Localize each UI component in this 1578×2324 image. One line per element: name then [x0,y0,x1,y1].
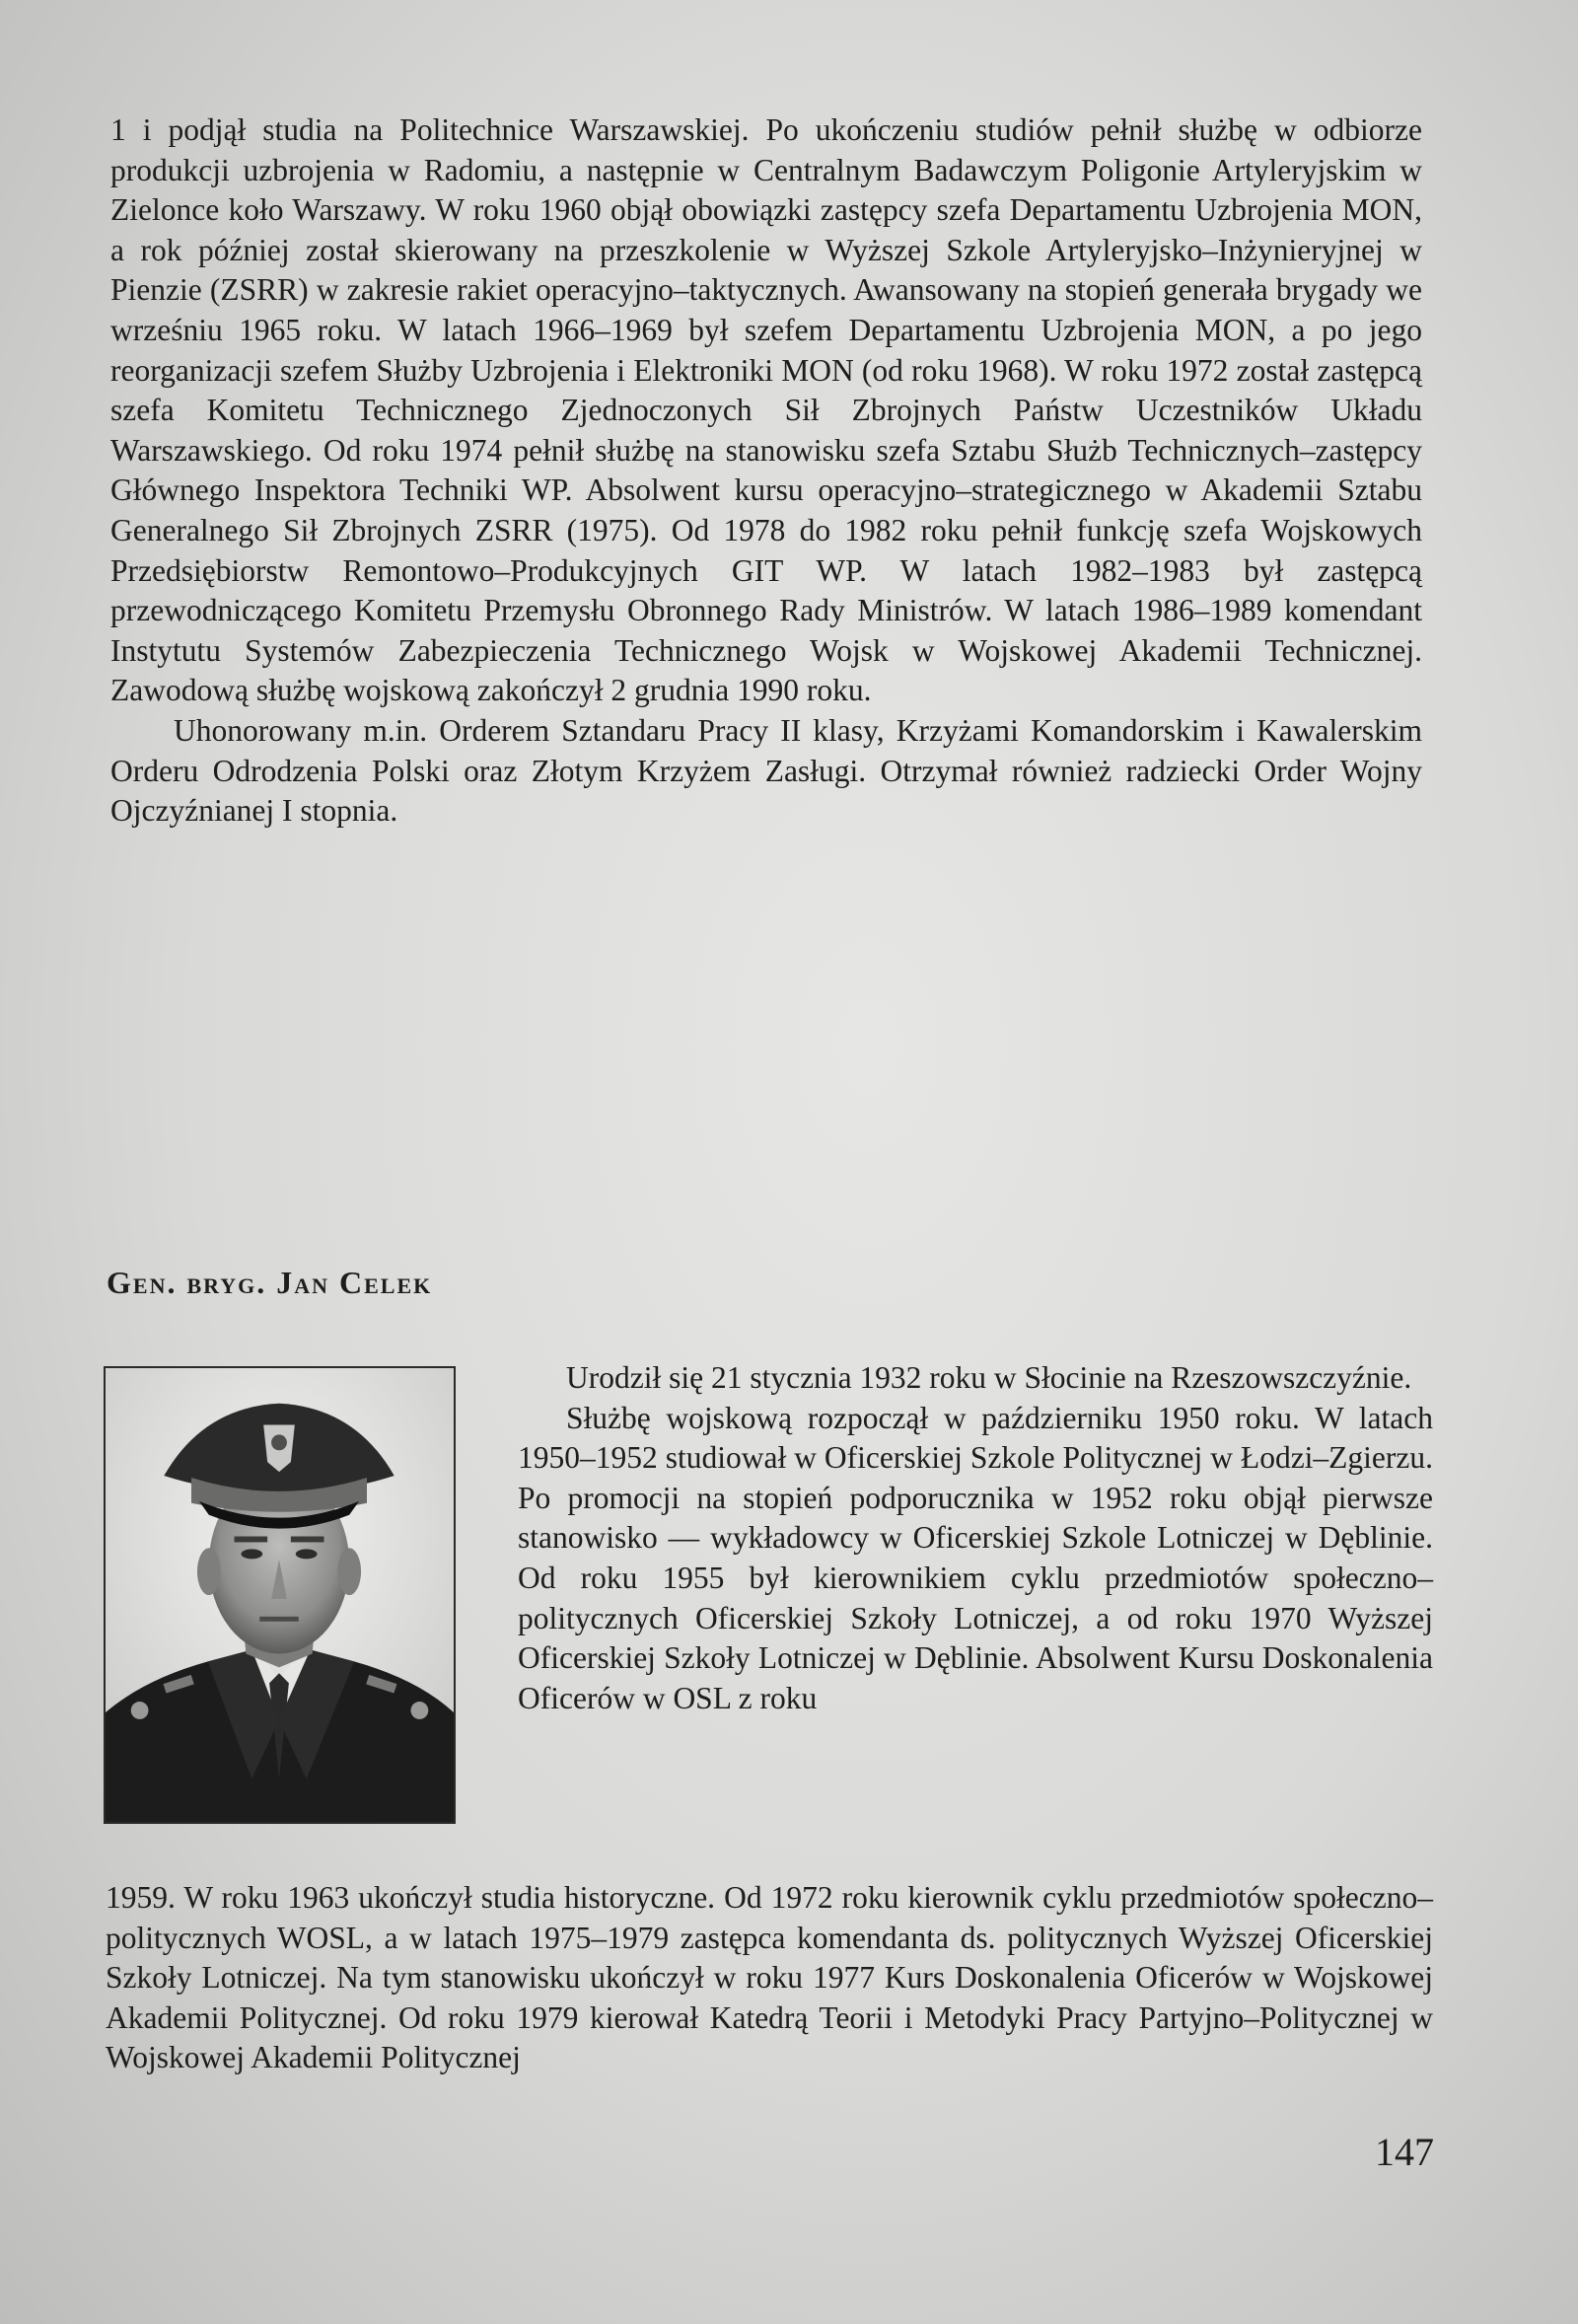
birth-paragraph: Urodził się 21 stycznia 1932 roku w Słocinie na Rzeszowszczyźnie. [566,1360,1412,1395]
service-paragraph-start: Służbę wojskową rozpoczął w październiku 1950 roku. W latach 1950–1952 studiował w Oficerskiej Szkole Politycznej w Łodzi–Zgierzu. Po promocji na stopień podporucznika w 1952 roku objął pierwsze stanowisko — wykładowcy w Oficerskiej Szkole Lotniczej w Dęblinie. Od roku 1955 był kierownikiem cyklu przedmiotów społeczno–politycznych Oficerskiej Szkoły Lotniczej, a od roku 1970 Wyższej Oficerskiej Szkoły Lotniczej w Dęblinie. Absolwent Kursu Doskonalenia Oficerów w OSL z roku [518,1400,1433,1715]
page-number: 147 [1375,2130,1434,2174]
intro-text [110,110,1422,832]
intro-paragraph-honours: Uhonorowany m.in. Orderem Sztandaru Pracy II klasy, Krzyżami Komandorskim i Kawalerskim Orderu Odrodzenia Polski oraz Złotym Krzyżem Zasługi. Otrzymał również radziecki Order Wojny Ojczyźnianej I stopnia. [110,712,1422,829]
section-heading: Gen. bryg. Jan Celek [107,1265,433,1300]
service-paragraph-continued: 1959. W roku 1963 ukończył studia historyczne. Od 1972 roku kierownik cyklu przedmiotów społeczno–politycznych WOSL, a w latach 1975–1979 zastępca komendanta ds. politycznych Wyższej Oficerskiej Szkoły Lotniczej. Na tym stanowisku ukończył w roku 1977 Kurs Doskonalenia Oficerów w Wojskowej Akademii Politycznej. Od roku 1979 kierował Katedrą Teorii i Metodyki Pracy Partyjno–Politycznej w Wojskowej Akademii Politycznej [106,1880,1433,2075]
biography-continued [106,1878,1433,2078]
biography-beside-photo [518,1358,1433,1718]
intro-paragraph-career: 1 i podjął studia na Politechnice Warszawskiej. Po ukończeniu studiów pełnił służbę w odbiorze produkcji uzbrojenia w Radomiu, a następnie w Centralnym Badawczym Poligonie Artyleryjskim w Zielonce koło Warszawy. W roku 1960 objął obowiązki zastępcy szefa Departamentu Uzbrojenia MON, a rok później został skierowany na przeszkolenie w Wyższej Szkole Artyleryjsko–Inżynieryjnej w Pienzie (ZSRR) w zakresie rakiet operacyjno–taktycznych. Awansowany na stopień generała brygady we wrześniu 1965 roku. W latach 1966–1969 był szefem Departamentu Uzbrojenia MON, a po jego reorganizacji szefem Służby Uzbrojenia i Elektroniki MON (od roku 1968). W roku 1972 został zastępcą szefa Komitetu Technicznego Zjednoczonych Sił Zbrojnych Państw Uczestników Układu Warszawskiego. Od roku 1974 pełnił służbę na stanowisku szefa Sztabu Służb Technicznych–zastępcy Głównego Inspektora Techniki WP. Absolwent kursu operacyjno–strategicznego w Akademii Sztabu Generalnego Sił Zbrojnych ZSRR (1975). Od 1978 do 1982 roku pełnił funkcję szefa Wojskowych Przedsiębiorstw Remontowo–Produkcyjnych GIT WP. W latach 1982–1983 był zastępcą przewodniczącego Komitetu Przemysłu Obronnego Rady Ministrów. W latach 1986–1989 komendant Instytutu Systemów Zabezpieczenia Technicznego Wojsk w Wojskowej Akademii Technicznej. Zawodową służbę wojskową zakończył 2 grudnia 1990 roku. [110,112,1422,708]
portrait-photo [104,1366,456,1824]
